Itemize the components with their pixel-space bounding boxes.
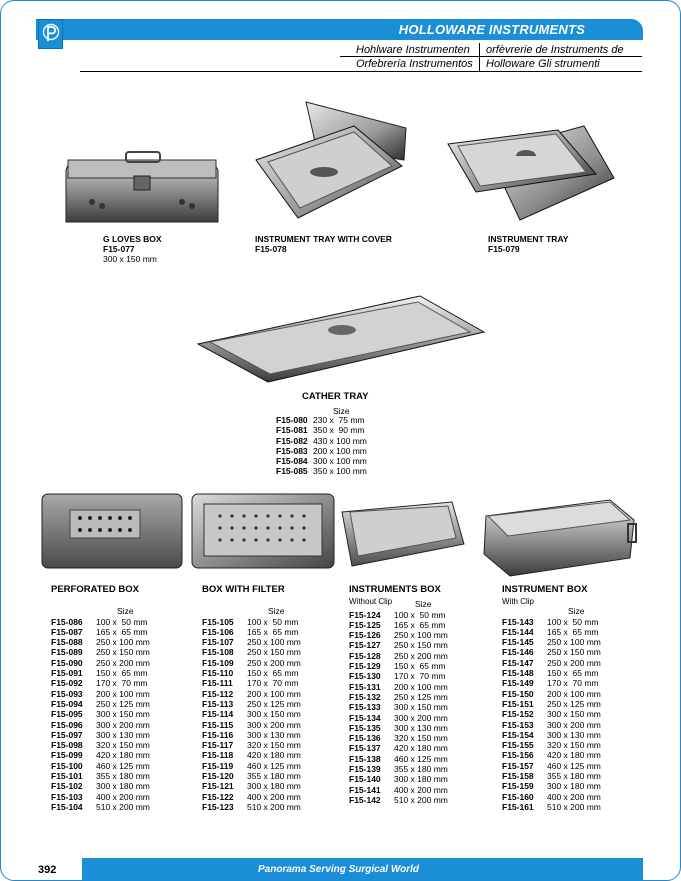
list-item (51, 781, 150, 791)
list-item (349, 795, 448, 805)
list-item (202, 709, 301, 719)
box-with-filter-size-label: Size (268, 606, 285, 617)
product-size: 150 x 65 mm (547, 668, 599, 679)
product-code: F15-158 (502, 771, 534, 782)
product-code: F15-115 (202, 719, 234, 730)
product-code: F15-107 (202, 637, 234, 648)
product-code: F15-135 (349, 722, 381, 733)
list-item (349, 640, 448, 650)
list-item (349, 733, 448, 743)
product-code: F15-149 (502, 678, 534, 689)
tray-with-cover-code: F15-078 (255, 244, 287, 254)
product-size: 420 x 180 mm (547, 750, 601, 761)
product-size: 400 x 200 mm (96, 791, 150, 802)
instruments-box-image (340, 498, 466, 570)
product-size: 300 x 130 mm (96, 729, 150, 740)
product-size: 420 x 180 mm (247, 750, 301, 761)
product-code: F15-098 (51, 740, 83, 751)
product-size: 250 x 100 mm (247, 637, 301, 648)
product-code: F15-126 (349, 630, 381, 641)
product-code: F15-140 (349, 774, 381, 785)
list-item (202, 689, 301, 699)
product-size: 250 x 100 mm (394, 630, 448, 641)
product-size: 250 x 150 mm (247, 647, 301, 658)
product-code: F15-144 (502, 626, 534, 637)
product-size: 100 x 50 mm (247, 616, 299, 627)
product-size: 300 x 180 mm (247, 781, 301, 792)
page-number: 392 (38, 864, 57, 876)
product-code: F15-155 (502, 740, 534, 751)
list-item (349, 754, 448, 764)
list-item (502, 699, 601, 709)
gloves-box-image (62, 150, 222, 232)
product-size: 250 x 150 mm (394, 640, 448, 651)
list-item (502, 730, 601, 740)
list-item (202, 740, 301, 750)
list-item (202, 720, 301, 730)
list-item (502, 802, 601, 812)
list-item (51, 771, 150, 781)
product-code: F15-110 (202, 668, 234, 679)
instrument-box-size-label: Size (568, 606, 585, 617)
product-code: F15-148 (502, 668, 534, 679)
product-code: F15-157 (502, 760, 534, 771)
product-code: F15-160 (502, 791, 534, 802)
list-item (349, 764, 448, 774)
subtitle-spanish: Orfebrería Instrumentos (356, 58, 473, 70)
product-size: 300 x 130 mm (247, 729, 301, 740)
product-size: 300 x 150 mm (247, 709, 301, 720)
list-item (502, 668, 601, 678)
list-item (502, 689, 601, 699)
product-size: 400 x 200 mm (394, 784, 448, 795)
cather-tray-list (276, 415, 367, 477)
list-item (349, 723, 448, 733)
product-code: F15-145 (502, 637, 534, 648)
product-size: 400 x 200 mm (547, 791, 601, 802)
product-size: 355 x 180 mm (547, 771, 601, 782)
product-size: 250 x 125 mm (247, 698, 301, 709)
list-item (349, 774, 448, 784)
product-size: 300 x 130 mm (547, 729, 601, 740)
product-code: F15-137 (349, 743, 381, 754)
list-item (51, 750, 150, 760)
list-item (202, 678, 301, 688)
product-code: F15-132 (349, 691, 381, 702)
instrument-box-title: INSTRUMENT BOX (502, 584, 588, 595)
product-code: F15-116 (202, 729, 234, 740)
product-size: 165 x 65 mm (247, 626, 299, 637)
list-item (51, 617, 150, 627)
list-item (502, 658, 601, 668)
product-code: F15-099 (51, 750, 83, 761)
list-item (502, 678, 601, 688)
product-code: F15-124 (349, 609, 381, 620)
list-item (51, 792, 150, 802)
product-size: 420 x 180 mm (394, 743, 448, 754)
cather-tray-size-label: Size (333, 406, 350, 416)
product-size: 100 x 50 mm (96, 616, 148, 627)
list-item (202, 658, 301, 668)
list-item (202, 637, 301, 647)
list-item (502, 720, 601, 730)
list-item (51, 647, 150, 657)
product-size: 300 x 200 mm (96, 719, 150, 730)
product-code: F15-131 (349, 681, 381, 692)
instrument-tray-caption (488, 234, 568, 254)
product-size: 150 x 65 mm (247, 668, 299, 679)
list-item (502, 750, 601, 760)
product-size: 355 x 180 mm (394, 764, 448, 775)
list-item (502, 617, 601, 627)
product-code: F15-088 (51, 637, 83, 648)
product-size: 400 x 200 mm (247, 791, 301, 802)
list-item (349, 661, 448, 671)
list-item: F15-080 230 x 75 mm (276, 415, 365, 425)
product-size: 420 x 180 mm (96, 750, 150, 761)
product-size: 300 x 200 mm (394, 712, 448, 723)
perforated-box-size-label: Size (117, 606, 134, 617)
product-size: 250 x 200 mm (394, 650, 448, 661)
instrument-tray-code: F15-079 (488, 244, 520, 254)
box-with-filter-image (190, 492, 336, 570)
panorama-logo (38, 19, 63, 49)
product-code: F15-153 (502, 719, 534, 730)
product-code: F15-103 (51, 791, 83, 802)
product-code: F15-139 (349, 764, 381, 775)
perforated-box-subtitle (51, 597, 150, 606)
list-item (502, 740, 601, 750)
product-size: 300 x 150 mm (547, 709, 601, 720)
list-item (202, 617, 301, 627)
tray-with-cover-name: INSTRUMENT TRAY WITH COVER (255, 234, 392, 244)
footer-tagline: Panorama Serving Surgical World (258, 864, 419, 875)
product-size: 150 x 65 mm (394, 661, 446, 672)
product-code: F15-086 (51, 616, 83, 627)
list-item (202, 730, 301, 740)
list-item (502, 792, 601, 802)
list-item (51, 720, 150, 730)
instrument-box-list (502, 585, 601, 812)
product-code: F15-129 (349, 661, 381, 672)
list-item (349, 630, 448, 640)
product-size: 300 x 200 mm (547, 719, 601, 730)
product-size: 170 x 70 mm (547, 678, 599, 689)
gloves-box-size: 300 x 150 mm (103, 254, 157, 264)
product-size: 250 x 200 mm (247, 657, 301, 668)
list-item: F15-082 430 x 100 mm (276, 435, 367, 446)
product-code: F15-156 (502, 750, 534, 761)
list-item: F15-084 300 x 100 mm (276, 456, 367, 467)
product-code: F15-104 (51, 801, 83, 812)
list-item (502, 647, 601, 657)
list-item (51, 678, 150, 688)
list-item (202, 750, 301, 760)
list-item (51, 658, 150, 668)
product-size: 300 x 150 mm (96, 709, 150, 720)
list-item (51, 689, 150, 699)
list-item (202, 647, 301, 657)
product-code: F15-127 (349, 640, 381, 651)
product-code: F15-147 (502, 657, 534, 668)
product-size: 250 x 125 mm (96, 698, 150, 709)
instruments-box-size-label: Size (415, 599, 432, 610)
list-item (502, 781, 601, 791)
product-size: 320 x 150 mm (547, 740, 601, 751)
box-with-filter-title: BOX WITH FILTER (202, 584, 285, 595)
product-code: F15-102 (51, 781, 83, 792)
product-size: 200 x 100 mm (247, 688, 301, 699)
product-size: 300 x 150 mm (394, 702, 448, 713)
product-size: 165 x 65 mm (96, 626, 148, 637)
list-item (202, 627, 301, 637)
perforated-box-list (51, 585, 150, 812)
list-item (51, 761, 150, 771)
product-size: 250 x 150 mm (547, 647, 601, 658)
product-code: F15-154 (502, 729, 534, 740)
list-item: F15-081 350 x 90 mm (276, 425, 365, 436)
product-size: 510 x 200 mm (547, 801, 601, 812)
tray-with-cover-caption (255, 234, 392, 254)
header-vertical-divider (479, 43, 480, 71)
list-item (202, 792, 301, 802)
list-item (51, 740, 150, 750)
product-size: 300 x 180 mm (96, 781, 150, 792)
list-item (51, 637, 150, 647)
product-code: F15-094 (51, 698, 83, 709)
product-code: F15-090 (51, 657, 83, 668)
list-item (349, 743, 448, 753)
product-size: 510 x 200 mm (394, 794, 448, 805)
product-code: F15-133 (349, 702, 381, 713)
product-size: 510 x 200 mm (247, 801, 301, 812)
product-code: F15-128 (349, 650, 381, 661)
product-size: 460 x 125 mm (247, 760, 301, 771)
box-with-filter-list (202, 585, 301, 812)
product-size: 250 x 150 mm (96, 647, 150, 658)
product-code: F15-108 (202, 647, 234, 658)
product-size: 510 x 200 mm (96, 801, 150, 812)
instrument-tray-with-cover-image (254, 100, 414, 230)
product-code: F15-141 (349, 784, 381, 795)
cather-tray-title: CATHER TRAY (302, 391, 369, 402)
product-code: F15-130 (349, 671, 381, 682)
product-size: 165 x 65 mm (394, 619, 446, 630)
product-size: 320 x 150 mm (247, 740, 301, 751)
product-size: 200 x 100 mm (96, 688, 150, 699)
perforated-box-image (40, 492, 184, 570)
list-item (202, 668, 301, 678)
list-item (202, 761, 301, 771)
list-item (349, 671, 448, 681)
product-size: 250 x 100 mm (96, 637, 150, 648)
list-item (349, 692, 448, 702)
header-underline (80, 71, 642, 72)
product-size: 300 x 180 mm (547, 781, 601, 792)
product-code: F15-097 (51, 729, 83, 740)
list-item (51, 709, 150, 719)
product-code: F15-093 (51, 688, 83, 699)
product-size: 170 x 70 mm (96, 678, 148, 689)
list-item (349, 610, 448, 620)
product-code: F15-161 (502, 801, 534, 812)
product-code: F15-092 (51, 678, 83, 689)
product-code: F15-087 (51, 626, 83, 637)
product-code: F15-159 (502, 781, 534, 792)
product-code: F15-105 (202, 616, 234, 627)
list-item (202, 781, 301, 791)
list-item (349, 620, 448, 630)
product-code: F15-151 (502, 698, 534, 709)
product-code: F15-112 (202, 688, 234, 699)
list-item (349, 702, 448, 712)
logo-p-icon (42, 23, 60, 45)
list-item (51, 627, 150, 637)
product-code: F15-122 (202, 791, 234, 802)
product-size: 100 x 50 mm (394, 609, 446, 620)
list-item: F15-085 350 x 100 mm (276, 466, 367, 477)
instrument-tray-name: INSTRUMENT TRAY (488, 234, 569, 244)
product-code: F15-123 (202, 801, 234, 812)
product-size: 165 x 65 mm (547, 626, 599, 637)
list-item (502, 709, 601, 719)
product-size: 170 x 70 mm (394, 671, 446, 682)
list-item (51, 699, 150, 709)
instrument-box-with-clip-image (480, 496, 640, 578)
product-code: F15-152 (502, 709, 534, 720)
list-item (349, 682, 448, 692)
box-with-filter-subtitle (202, 597, 301, 606)
gloves-box-code: F15-077 (103, 244, 135, 254)
product-code: F15-134 (349, 712, 381, 723)
product-code: F15-125 (349, 619, 381, 630)
list-item (502, 627, 601, 637)
list-item (349, 651, 448, 661)
product-code: F15-120 (202, 771, 234, 782)
product-size: 460 x 125 mm (96, 760, 150, 771)
product-code: F15-150 (502, 688, 534, 699)
subtitle-german: Hohlware Instrumenten (356, 44, 470, 56)
instruments-box-title: INSTRUMENTS BOX (349, 584, 441, 595)
product-code: F15-089 (51, 647, 83, 658)
gloves-box-caption (103, 234, 162, 264)
product-size: 200 x 100 mm (394, 681, 448, 692)
product-code: F15-113 (202, 698, 234, 709)
product-size: 250 x 125 mm (394, 691, 448, 702)
product-code: F15-106 (202, 626, 234, 637)
list-item (51, 668, 150, 678)
page-title: HOLLOWARE INSTRUMENTS (398, 22, 585, 37)
product-size: 300 x 130 mm (394, 722, 448, 733)
product-code: F15-119 (202, 760, 234, 771)
list-item (502, 637, 601, 647)
subtitle-french: orfèvrerie de Instruments de (486, 44, 624, 56)
product-code: F15-111 (202, 678, 233, 689)
product-size: 170 x 70 mm (247, 678, 299, 689)
product-size: 460 x 125 mm (547, 760, 601, 771)
product-size: 300 x 200 mm (247, 719, 301, 730)
product-size: 300 x 180 mm (394, 774, 448, 785)
product-code: F15-114 (202, 709, 234, 720)
instruments-box-list (349, 585, 448, 805)
list-item (202, 802, 301, 812)
cather-tray-image (196, 292, 488, 386)
product-code: F15-096 (51, 719, 83, 730)
list-item (202, 699, 301, 709)
product-code: F15-146 (502, 647, 534, 658)
list-item (502, 761, 601, 771)
product-size: 250 x 125 mm (547, 698, 601, 709)
product-code: F15-143 (502, 616, 534, 627)
product-code: F15-142 (349, 794, 381, 805)
perforated-box-title: PERFORATED BOX (51, 584, 139, 595)
product-size: 200 x 100 mm (547, 688, 601, 699)
instrument-tray-image (446, 122, 618, 222)
product-code: F15-118 (202, 750, 234, 761)
product-size: 320 x 150 mm (96, 740, 150, 751)
list-item: F15-083 200 x 100 mm (276, 445, 367, 456)
instruments-box-subtitle: Without Clip (349, 597, 393, 607)
product-size: 355 x 180 mm (96, 771, 150, 782)
product-code: F15-101 (51, 771, 83, 782)
instrument-box-subtitle: With Clip (502, 597, 535, 607)
subtitle-italian: Holloware Gli strumenti (486, 58, 600, 70)
list-item (502, 771, 601, 781)
product-size: 250 x 200 mm (547, 657, 601, 668)
product-code: F15-117 (202, 740, 234, 751)
list-item (51, 802, 150, 812)
product-size: 460 x 125 mm (394, 753, 448, 764)
header-divider (340, 56, 642, 57)
product-code: F15-109 (202, 657, 234, 668)
product-code: F15-121 (202, 781, 234, 792)
product-code: F15-100 (51, 760, 83, 771)
gloves-box-name: G LOVES BOX (103, 234, 162, 244)
product-size: 250 x 100 mm (547, 637, 601, 648)
product-code: F15-091 (51, 668, 83, 679)
product-code: F15-138 (349, 753, 381, 764)
list-item (349, 713, 448, 723)
product-code: F15-095 (51, 709, 83, 720)
product-size: 250 x 200 mm (96, 657, 150, 668)
product-size: 100 x 50 mm (547, 616, 599, 627)
product-size: 320 x 150 mm (394, 733, 448, 744)
product-size: 355 x 180 mm (247, 771, 301, 782)
product-size: 150 x 65 mm (96, 668, 148, 679)
list-item (51, 730, 150, 740)
product-code: F15-136 (349, 733, 381, 744)
list-item (349, 785, 448, 795)
list-item (202, 771, 301, 781)
